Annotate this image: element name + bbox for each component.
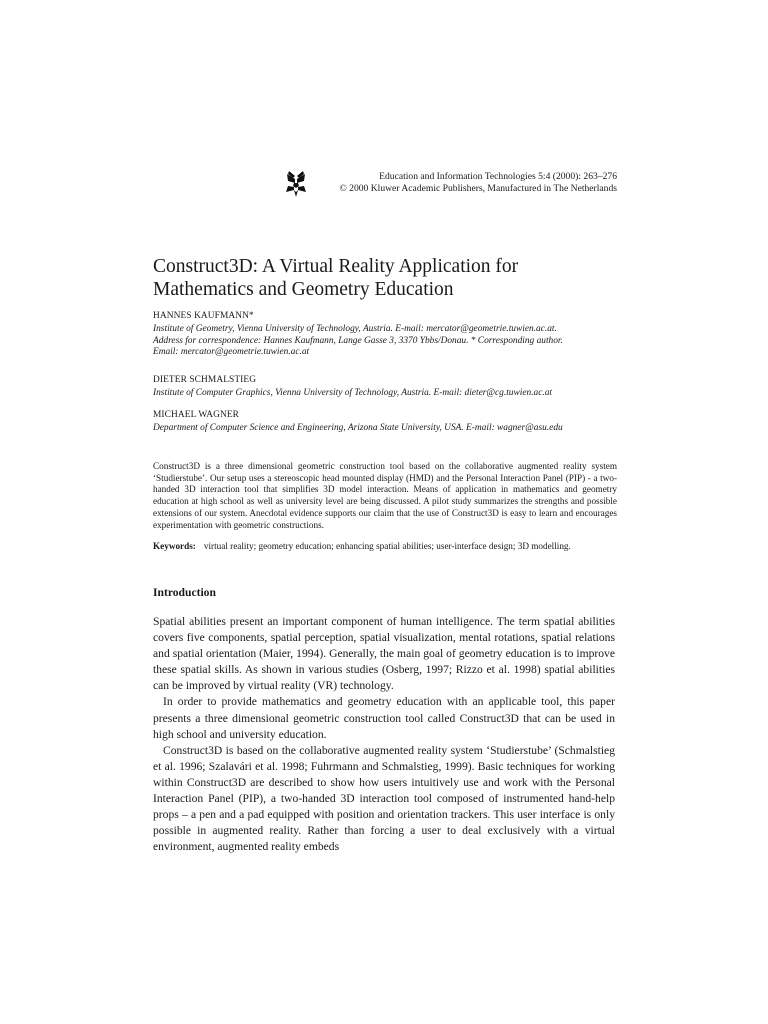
body-paragraph: Spatial abilities present an important component of human intelligence. The term spatial abilities covers five components, spatial perception, spatial visualization, mental rotations, spatial relations and spatial orientation (Maier, 1994). Generally, the main goal of geometry education is to improve these spatial skills. As shown in various studies (Osberg, 1997; Rizzo et al. 1998) spatial abilities can be improved by virtual reality (VR) technology. [153,615,615,693]
abstract: Construct3D is a three dimensional geometric construction tool based on the collaborative augmented reality system ‘Studierstube’. Our setup uses a stereoscopic head mounted display (HMD) and the Personal Interaction Panel (PIP) - a two-handed 3D interaction tool that simplifies 3D model interaction. Means of application in mathematics and geometry education at high school as well as university level are being discussed. A pilot study summarizes the strengths and possible extensions of our system. Anecdotal evidence supports our claim that the use of Construct3D is easy to learn and encourages experimentation with geometric constructions. [153,461,617,530]
journal-header [285,171,617,197]
introduction-body [153,614,615,855]
copyright-symbol: © [339,183,347,194]
affiliation-line: Institute of Computer Graphics, Vienna University of Technology, Austria. E-mail: dieter@cg.tuwien.ac.at [153,388,553,398]
affiliation-line: Email: mercator@geometrie.tuwien.ac.at [153,347,310,358]
author-schmalstieg [153,375,623,400]
kluwer-publisher-logo-icon [285,171,307,197]
author-affiliation [153,388,623,400]
author-wagner [153,410,623,435]
keywords-text: virtual reality; geometry education; enhancing spatial abilities; user-interface design; 3D modelling. [203,541,571,551]
keywords-label: Keywords: [153,541,196,551]
affiliation-line: Institute of Geometry, Vienna University of Technology, Austria. E-mail: mercator@geometrie.tuwien.ac.at. [153,324,557,334]
paper-title [153,256,623,301]
author-name: MICHAEL WAGNER [153,410,240,420]
copyright-line [339,183,617,195]
author-affiliation [153,423,623,435]
journal-citation [339,171,617,195]
author-name: HANNES KAUFMANN* [153,311,254,321]
title-line-2: Mathematics and Geometry Education [153,278,454,300]
title-line-1: Construct3D: A Virtual Reality Application for [153,256,519,277]
author-name: DIETER SCHMALSTIEG [153,375,257,385]
body-paragraph: Construct3D is based on the collaborative augmented reality system ‘Studierstube’ (Schmalstieg et al. 1996; Szalavári et al. 1998; Fuhrmann and Schmalstieg, 1999). Basic techniques for working within Construct3D are described to show how users intuitively use and work with the Personal Interaction Panel (PIP), a two-handed 3D interaction tool composed of instrumented hand-help props – a pen and a pad equipped with position and orientation trackers. This user interface is only possible in augmented reality. Rather than forcing a user to deal exclusively with a virtual environment, augmented reality embeds [153,743,615,854]
author-affiliation [153,324,623,359]
keywords [153,541,623,553]
body-paragraph: In order to provide mathematics and geometry education with an applicable tool, this paper presents a three dimensional geometric construction tool called Construct3D that can be used in high school and university education. [153,695,615,741]
journal-line: Education and Information Technologies 5:4 (2000): 263–276 [379,171,617,182]
copyright-text: 2000 Kluwer Academic Publishers, Manufactured in The Netherlands [346,183,617,194]
section-heading-introduction: Introduction [153,586,216,599]
affiliation-line: Address for correspondence: Hannes Kaufmann, Lange Gasse 3, 3370 Ybbs/Donau. * Corresponding author. [153,335,563,346]
affiliation-line: Department of Computer Science and Engineering, Arizona State University, USA. E-mail: wagner@asu.edu [153,423,563,433]
author-kaufmann [153,311,623,359]
